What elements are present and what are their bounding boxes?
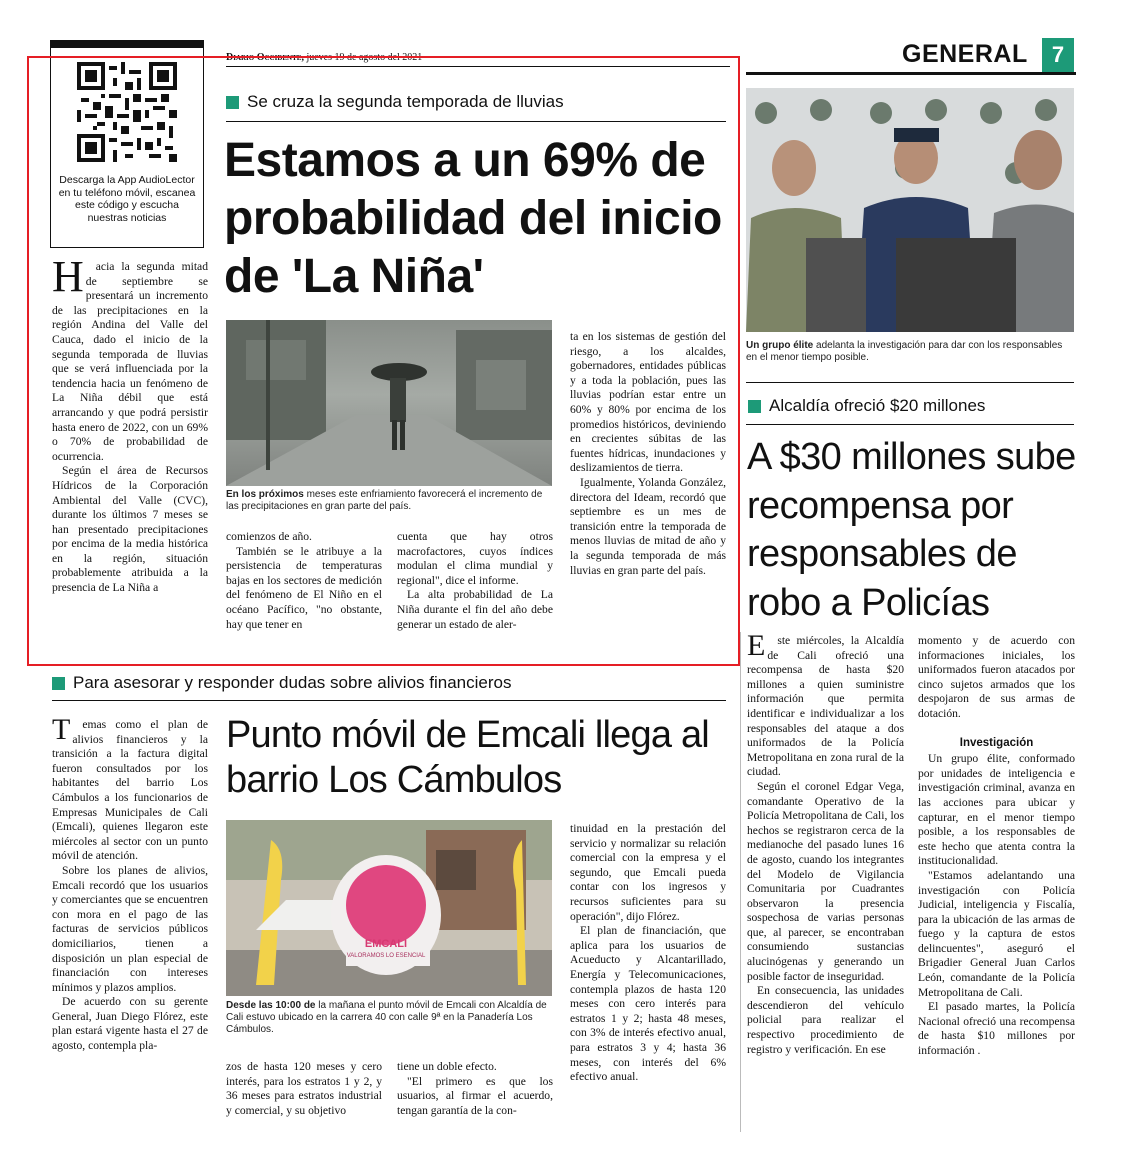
paragraph: acia la segunda mitad de septiembre se presentará un incremento de las precipitaciones en la región Andina del Valle del Cauca, dado el inicio de la segunda temporada de lluvias que se verá influenciada por la tendencia hacia un fenómeno de La Niña débil que está arrancando y que podrá persistir hasta enero de 2022, con un 69% o 70% de probabilidad de ocurrencia. — [52, 260, 208, 463]
header-rule-right — [746, 72, 1076, 75]
police-column-divider — [740, 632, 741, 1132]
nina-kicker — [226, 92, 564, 112]
paragraph: Igualmente, Yolanda González, directora del Ideam, recordó que septiembre es un mes de transición entre la temporada de menos lluvias de mitad de año y la segunda temporada de más lluvias en gran parte del país. — [570, 475, 726, 577]
page-number: 7 — [1042, 38, 1074, 72]
nina-col-1 — [52, 252, 208, 596]
emcali-col-3 — [397, 1060, 553, 1118]
paragraph: Según el área de Recursos Hídricos de la Corporación Ambiental del Valle (CVC), durante los últimos 7 meses se han presentado precipitaciones por encima de la media histórica en la región, situación probablemente atribuida a la presencia de La Niña a — [52, 464, 208, 595]
nina-col-3 — [397, 530, 553, 632]
masthead-name: Diario Occidente, — [226, 52, 304, 63]
police-divider — [746, 382, 1074, 383]
police-col-2 — [918, 634, 1075, 1059]
police-kicker — [748, 396, 985, 416]
paragraph: También se le atribuye a la persistencia de temperaturas bajas en los sectores de medición del fenómeno de El Niño en el océano Pacífico, "no obstante, hay que tener en — [226, 544, 382, 631]
police-col-1 — [747, 629, 904, 1057]
paragraph: El pasado martes, la Policía Nacional ofreció una recompensa de hasta $10 millones por información . — [918, 1000, 1075, 1058]
paragraph: "El primero es que los usuarios, al firmar el acuerdo, tengan garantía de la con- — [397, 1074, 553, 1117]
paragraph: comienzos de año. — [226, 530, 312, 543]
paragraph: tinuidad en la prestación del servicio y normalizar su relación comercial con la empresa y el segundo, que Emcali pueda contar con los ingresos y recursos suficientes para su operación", dijo Flórez. — [570, 822, 726, 923]
caption-text: adelanta la investigación para dar con los responsables en el menor tiempo posible. — [746, 340, 1063, 363]
emcali-col-2 — [226, 1060, 382, 1118]
paragraph: tiene un doble efecto. — [397, 1060, 497, 1073]
caption-lead: En los próximos — [226, 489, 304, 500]
police-dropcap: E — [747, 629, 766, 662]
paragraph: En consecuencia, las unidades descendieron del vehículo policial para realizar el respectivo procedimiento de registro y verificación. En ese — [747, 984, 904, 1056]
police-photo-caption — [746, 340, 1074, 364]
rain-street-photo — [226, 320, 552, 486]
section-label: GENERAL — [902, 40, 1028, 68]
paragraph: El plan de financiación, que aplica para los usuarios de Acueducto y Alcantarillado, Energía y Telecomunicaciones, contempla plazos de hasta 120 meses con cero interés para estratos 1 y 2; hasta 48 meses, con 3% de interés efectivo anual, para estratos 3 y 4; hasta 36 meses, con interés del 6% efectivo anual. — [570, 924, 726, 1084]
paragraph: ste miércoles, la Alcaldía de Cali ofreció una recompensa de hasta $20 millones a quien suministre información que permita identificar e individualizar a los responsables del ataque a dos uniformados de la Policía Metropolitana en zona rural de la ciudad. — [747, 634, 904, 779]
emcali-photo-caption — [226, 1000, 552, 1036]
paragraph: cuenta que hay otros macrofactores, cuyos índices modulan el clima mundial y regional", dice el informe. — [397, 530, 553, 587]
paragraph: emas como el plan de alivios financieros y la transición a la factura digital fueron consultados por los habitantes del barrio Los Cámbulos a los funcionarios de Empresas Municipales de Cali (Emcali), quienes llegaron este miércoles al sector con un punto móvil de atención. — [52, 718, 208, 863]
issue-date: jueves 19 de agosto del 2021 — [306, 52, 423, 63]
paragraph: Sobre los planes de alivios, Emcali recordó que los usuarios y comerciantes que se encuentren con mora en el pago de las facturas de servicios públicos domiciliarios, tienen a disposición un plan especial de financiación con intereses mínimos y plazos amplios. — [52, 863, 208, 994]
emcali-col-4 — [570, 822, 726, 1085]
emcali-dropcap: T — [52, 713, 71, 746]
emcali-balloon-brand: EMCALI — [364, 938, 408, 950]
paragraph: Según el coronel Edgar Vega, comandante Operativo de la Policía Metropolitana de Cali, los hechos se registraron cerca de la medianoche del pasado lunes 16 de agosto, cuando los integrantes del Modelo de Vigilancia Comunitaria por Cuadrantes observaron la presencia sospechosa de varias personas que, al parecer, se encontraban consumiendo sustancias alucinógenas y generando un posible factor de inseguridad. — [747, 779, 904, 983]
emcali-kicker-rule — [52, 700, 726, 701]
emcali-kicker-text: Para asesorar y responder dudas sobre alivios financieros — [73, 673, 512, 692]
nina-dropcap: H — [52, 252, 84, 301]
rain-scene-illustration — [226, 320, 552, 486]
paragraph: momento y de acuerdo con informaciones iniciales, los uniformados fueron atacados por cinco sujetos armados que los despojaron de sus armas de dotación. — [918, 634, 1075, 720]
emcali-kicker — [52, 673, 511, 693]
emcali-point-photo — [226, 820, 552, 996]
nina-photo-caption — [226, 489, 552, 513]
qr-caption: Descarga la App AudioLector en tu teléfono móvil, escanea este código y escucha nuestras noticias — [58, 174, 196, 224]
paragraph: La alta probabilidad de La Niña durante el fin del año debe generar un estado de aler- — [397, 588, 553, 631]
police-headline: A $30 millones sube recompensa por responsables de robo a Policías — [747, 436, 1076, 624]
caption-text: la mañana el punto móvil de Emcali con Alcaldía de Cali estuvo ubicado en la carrera 40 con calle 9ª en la Panadería Los Cámbulos. — [226, 1000, 547, 1035]
emcali-balloon-tagline: VALORAMOS LO ESENCIAL — [346, 953, 426, 959]
kicker-square-icon — [52, 677, 65, 690]
kicker-square-icon — [748, 400, 761, 413]
nina-col-2 — [226, 530, 382, 632]
emcali-col-1 — [52, 713, 208, 1054]
paragraph: zos de hasta 120 meses y cero interés, para los estratos 1 y 2, y 36 meses para estratos industrial y comercial, y su objetivo — [226, 1060, 382, 1117]
nina-kicker-rule — [226, 121, 726, 122]
police-kicker-text: Alcaldía ofreció $20 millones — [769, 396, 986, 415]
caption-text: meses este enfriamiento favorecerá el incremento de las precipitaciones en gran parte del país. — [226, 489, 543, 512]
paragraph: De acuerdo con su gerente General, Juan Diego Flórez, este plan estará vigente hasta el 27 de agosto, contempla pla- — [52, 995, 208, 1053]
emcali-scene-illustration — [226, 820, 552, 996]
police-press-photo — [746, 88, 1074, 332]
caption-lead: Desde las 10:00 de — [226, 1000, 316, 1011]
nina-headline: Estamos a un 69% de probabilidad del inicio de 'La Niña' — [224, 134, 722, 303]
paragraph: Un grupo élite, conformado por unidades de inteligencia e investigación criminal, avanza en las acciones para ubicar y capturar, en el menor tiempo posible, a los responsables de este hecho que atenta contra la institucionalidad. — [918, 752, 1075, 868]
paragraph: ta en los sistemas de gestión del riesgo, a los alcaldes, gobernadores, entidades públicas y a toda la población, pues las lluvias podrían estar entre un 60% y 80% por encima de los promedios históricos, deviniendo en crecientes súbitas de las fuentes hídricas, inundaciones y deslizamientos de tierra. — [570, 330, 726, 475]
kicker-square-icon — [226, 96, 239, 109]
police-subhead: Investigación — [959, 736, 1034, 749]
paragraph: "Estamos adelantando una investigación con Policía Judicial, inteligencia y Fiscalía, para la ubicación de las armas de fuego y la captura de estos delincuentes", aseguró el Brigadier General Juan Carlos León, comandante de la Policía Metropolitana de Cali. — [918, 868, 1075, 999]
nina-kicker-text: Se cruza la segunda temporada de lluvias — [247, 92, 564, 111]
police-scene-illustration — [746, 88, 1074, 332]
police-kicker-rule — [746, 424, 1074, 425]
emcali-headline: Punto móvil de Emcali llega al barrio Los Cámbulos — [226, 714, 709, 801]
caption-lead: Un grupo élite — [746, 340, 814, 351]
nina-col-4 — [570, 330, 726, 578]
